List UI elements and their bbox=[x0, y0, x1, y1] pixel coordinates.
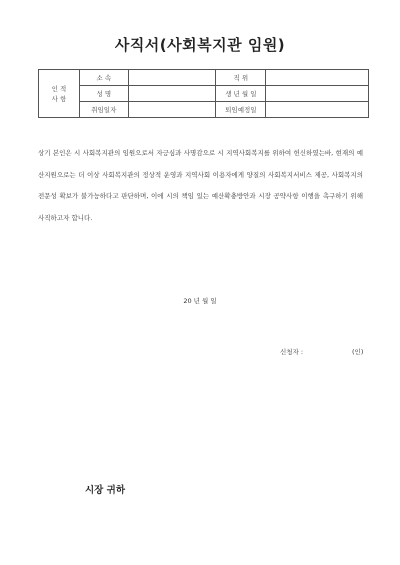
position-label: 직 위 bbox=[216, 70, 266, 86]
applicant-label: 신청자 : bbox=[280, 348, 304, 356]
group-label-line1: 인 적 bbox=[51, 84, 67, 93]
date-line: 20 년 월 일 bbox=[183, 297, 217, 305]
table-row bbox=[39, 102, 369, 118]
personal-info-table bbox=[38, 69, 369, 118]
table-row bbox=[39, 86, 369, 102]
name-label: 성 명 bbox=[79, 86, 128, 102]
birthdate-label: 생 년 월 일 bbox=[216, 86, 266, 102]
resignation-date-value bbox=[266, 102, 369, 118]
affiliation-label: 소 속 bbox=[79, 70, 128, 86]
resignation-date-label: 퇴임예정일 bbox=[216, 102, 266, 118]
birthdate-value bbox=[266, 86, 369, 102]
affiliation-value bbox=[128, 70, 216, 86]
document-title: 사직서(사회복지관 임원) bbox=[114, 36, 286, 54]
table-row bbox=[39, 70, 369, 86]
resignation-statement: 상기 본인은 시 사회복지관의 임원으로서 자긍심과 사명감으로 시 지역사회복지를 위하여 헌신하였는바, 현재의 예산지원으로는 더 이상 사회복지관의 정상적 운영과 지역사회 이용자에게 양질의 사회복지서비스 제공, 사회복지의 전문성 확보가 불가능하다고 판단하며, 이에 시의 책임 있는 예산확충방안과 시장 공약사항 이행을 촉구하기 위해 사직하고자 합니다. bbox=[38, 149, 363, 222]
inauguration-date-label: 취임일자 bbox=[79, 102, 128, 118]
inauguration-date-value bbox=[128, 102, 216, 118]
name-value bbox=[128, 86, 216, 102]
addressee: 시장 귀하 bbox=[85, 485, 126, 496]
position-value bbox=[266, 70, 369, 86]
seal-mark: (인) bbox=[352, 348, 364, 356]
group-label-line2: 사 항 bbox=[51, 94, 67, 103]
personal-info-group-label bbox=[39, 70, 80, 118]
